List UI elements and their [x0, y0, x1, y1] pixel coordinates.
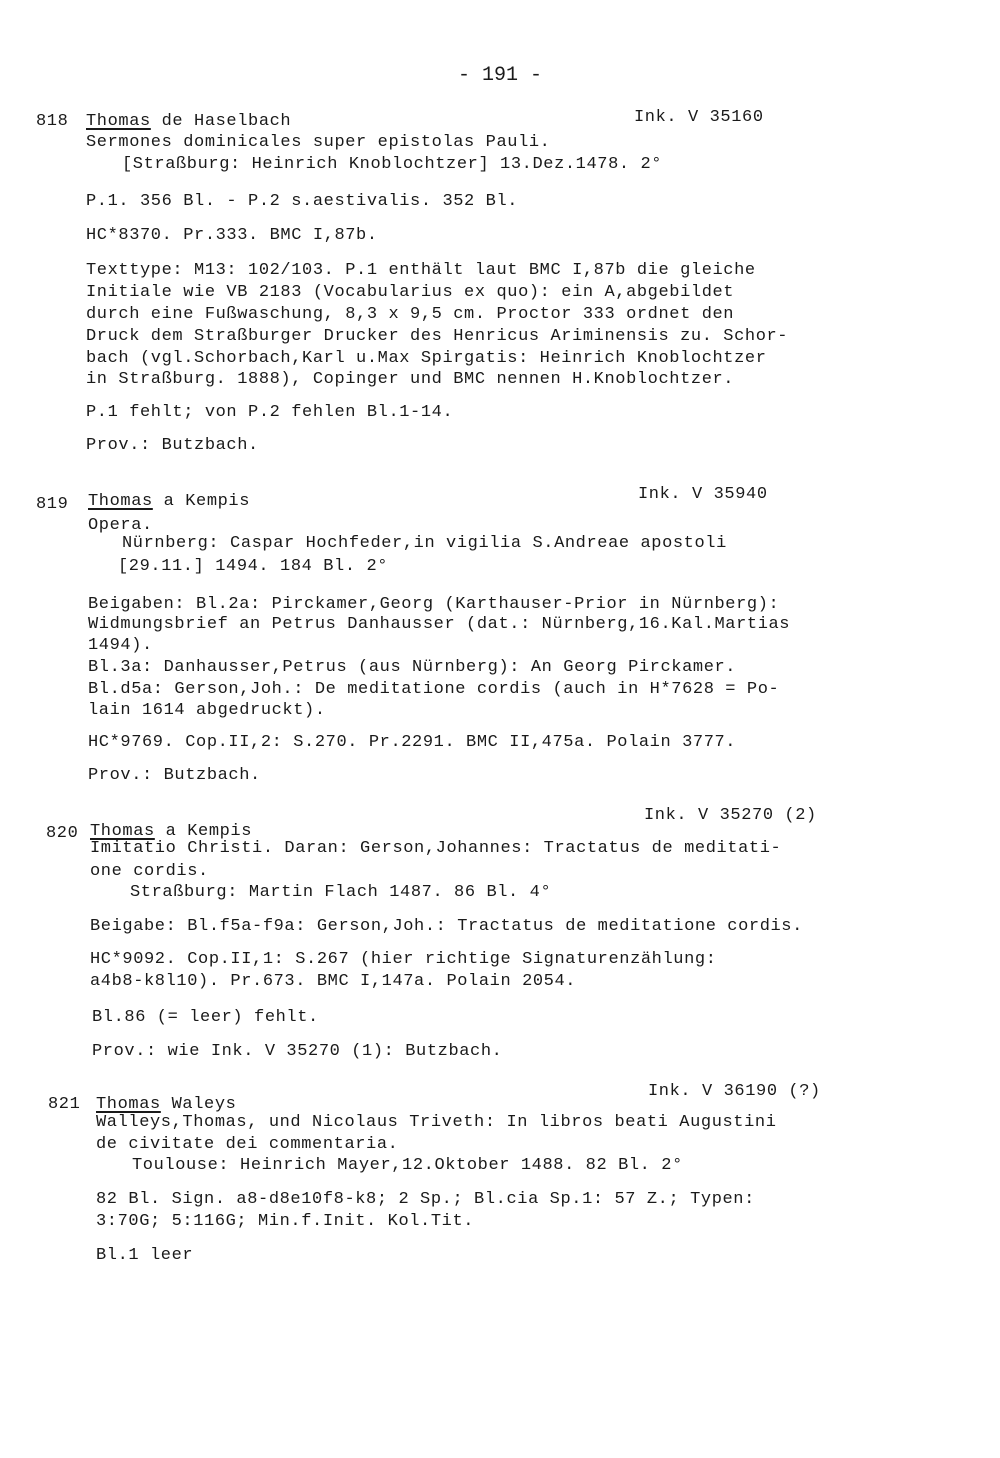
- entry-line: de civitate dei commentaria.: [96, 1135, 399, 1154]
- entry-line: a4b8-k8l10). Pr.673. BMC I,147a. Polain 2054.: [90, 972, 577, 991]
- page-number: - 191 -: [457, 64, 542, 87]
- entry-line: HC*9769. Cop.II,2: S.270. Pr.2291. BMC II,475a. Polain 3777.: [88, 733, 737, 752]
- entry-line: 82 Bl. Sign. a8-d8e10f8-k8; 2 Sp.; Bl.cia Sp.1: 57 Z.; Typen:: [96, 1190, 755, 1209]
- entry-line: Bl.d5a: Gerson,Joh.: De meditatione cordis (auch in H*7628 = Po-: [88, 680, 780, 699]
- entry-line: Prov.: Butzbach.: [86, 436, 259, 455]
- entry-line: in Straßburg. 1888), Copinger und BMC nennen H.Knoblochtzer.: [86, 370, 735, 389]
- entry-line: HC*8370. Pr.333. BMC I,87b.: [86, 226, 378, 245]
- entry-line: Beigaben: Bl.2a: Pirckamer,Georg (Karthauser-Prior in Nürnberg):: [88, 595, 780, 614]
- author-main: Thomas: [96, 1095, 161, 1114]
- entry-line: Druck dem Straßburger Drucker des Henricus Ariminensis zu. Schor-: [86, 327, 789, 346]
- entry-number: 821: [48, 1095, 81, 1114]
- entry-line: Initiale wie VB 2183 (Vocabularius ex quo): ein A,abgebildet: [86, 283, 735, 302]
- entry-line: one cordis.: [90, 862, 209, 881]
- shelfmark: Ink. V 35270 (2): [644, 806, 817, 825]
- author-rest: a Kempis: [154, 822, 253, 841]
- author-rest: a Kempis: [152, 492, 251, 511]
- entry-line: Nürnberg: Caspar Hochfeder,in vigilia S.Andreae apostoli: [122, 534, 727, 553]
- entry-line: Opera.: [88, 516, 153, 535]
- entry-line: HC*9092. Cop.II,1: S.267 (hier richtige Signaturenzählung:: [90, 950, 717, 969]
- author-main: Thomas: [88, 492, 153, 511]
- entry-line: durch eine Fußwaschung, 8,3 x 9,5 cm. Proctor 333 ordnet den: [86, 305, 735, 324]
- entry-line: Bl.1 leer: [96, 1246, 194, 1265]
- entry-line: Bl.3a: Danhausser,Petrus (aus Nürnberg): An Georg Pirckamer.: [88, 658, 737, 677]
- entry-line: P.1. 356 Bl. - P.2 s.aestivalis. 352 Bl.: [86, 192, 519, 211]
- entry-line: Texttype: M13: 102/103. P.1 enthält laut BMC I,87b die gleiche: [86, 261, 756, 280]
- entry-line: lain 1614 abgedruckt).: [88, 701, 326, 720]
- entry-line: Imitatio Christi. Daran: Gerson,Johannes: Tractatus de meditati-: [90, 839, 782, 858]
- entry-line: Beigabe: Bl.f5a-f9a: Gerson,Joh.: Tractatus de meditatione cordis.: [90, 917, 803, 936]
- entry-line: Prov.: wie Ink. V 35270 (1): Butzbach.: [92, 1042, 503, 1061]
- entry-line: 1494).: [88, 636, 153, 655]
- author-main: Thomas: [90, 822, 155, 841]
- entry-line: [Straßburg: Heinrich Knoblochtzer] 13.Dez.1478. 2°: [122, 155, 663, 174]
- entry-number: 820: [46, 824, 79, 843]
- shelfmark: Ink. V 35160: [634, 108, 764, 127]
- entry-line: 3:70G; 5:116G; Min.f.Init. Kol.Tit.: [96, 1212, 475, 1231]
- author-rest: Waleys: [160, 1095, 237, 1114]
- entry-line: Prov.: Butzbach.: [88, 766, 261, 785]
- entry-line: Widmungsbrief an Petrus Danhausser (dat.: Nürnberg,16.Kal.Martias: [88, 615, 791, 634]
- entry-line: Bl.86 (= leer) fehlt.: [92, 1008, 319, 1027]
- entry-line: [29.11.] 1494. 184 Bl. 2°: [118, 557, 389, 576]
- entry-line: Straßburg: Martin Flach 1487. 86 Bl. 4°: [130, 883, 552, 902]
- entry-line: Walleys,Thomas, und Nicolaus Triveth: In libros beati Augustini: [96, 1113, 777, 1132]
- entry-author: [86, 112, 291, 132]
- shelfmark: Ink. V 36190 (?): [648, 1082, 821, 1101]
- entry-number: 819: [36, 495, 69, 514]
- entry-number: 818: [36, 112, 69, 131]
- author-rest: de Haselbach: [150, 112, 292, 131]
- entry-author: [88, 492, 250, 512]
- author-main: Thomas: [86, 112, 151, 131]
- entry-line: P.1 fehlt; von P.2 fehlen Bl.1-14.: [86, 403, 454, 422]
- shelfmark: Ink. V 35940: [638, 485, 768, 504]
- entry-line: Toulouse: Heinrich Mayer,12.Oktober 1488. 82 Bl. 2°: [132, 1156, 683, 1175]
- entry-line: Sermones dominicales super epistolas Pauli.: [86, 133, 551, 152]
- entry-line: bach (vgl.Schorbach,Karl u.Max Spirgatis: Heinrich Knoblochtzer: [86, 349, 767, 368]
- entry-author: [96, 1095, 236, 1115]
